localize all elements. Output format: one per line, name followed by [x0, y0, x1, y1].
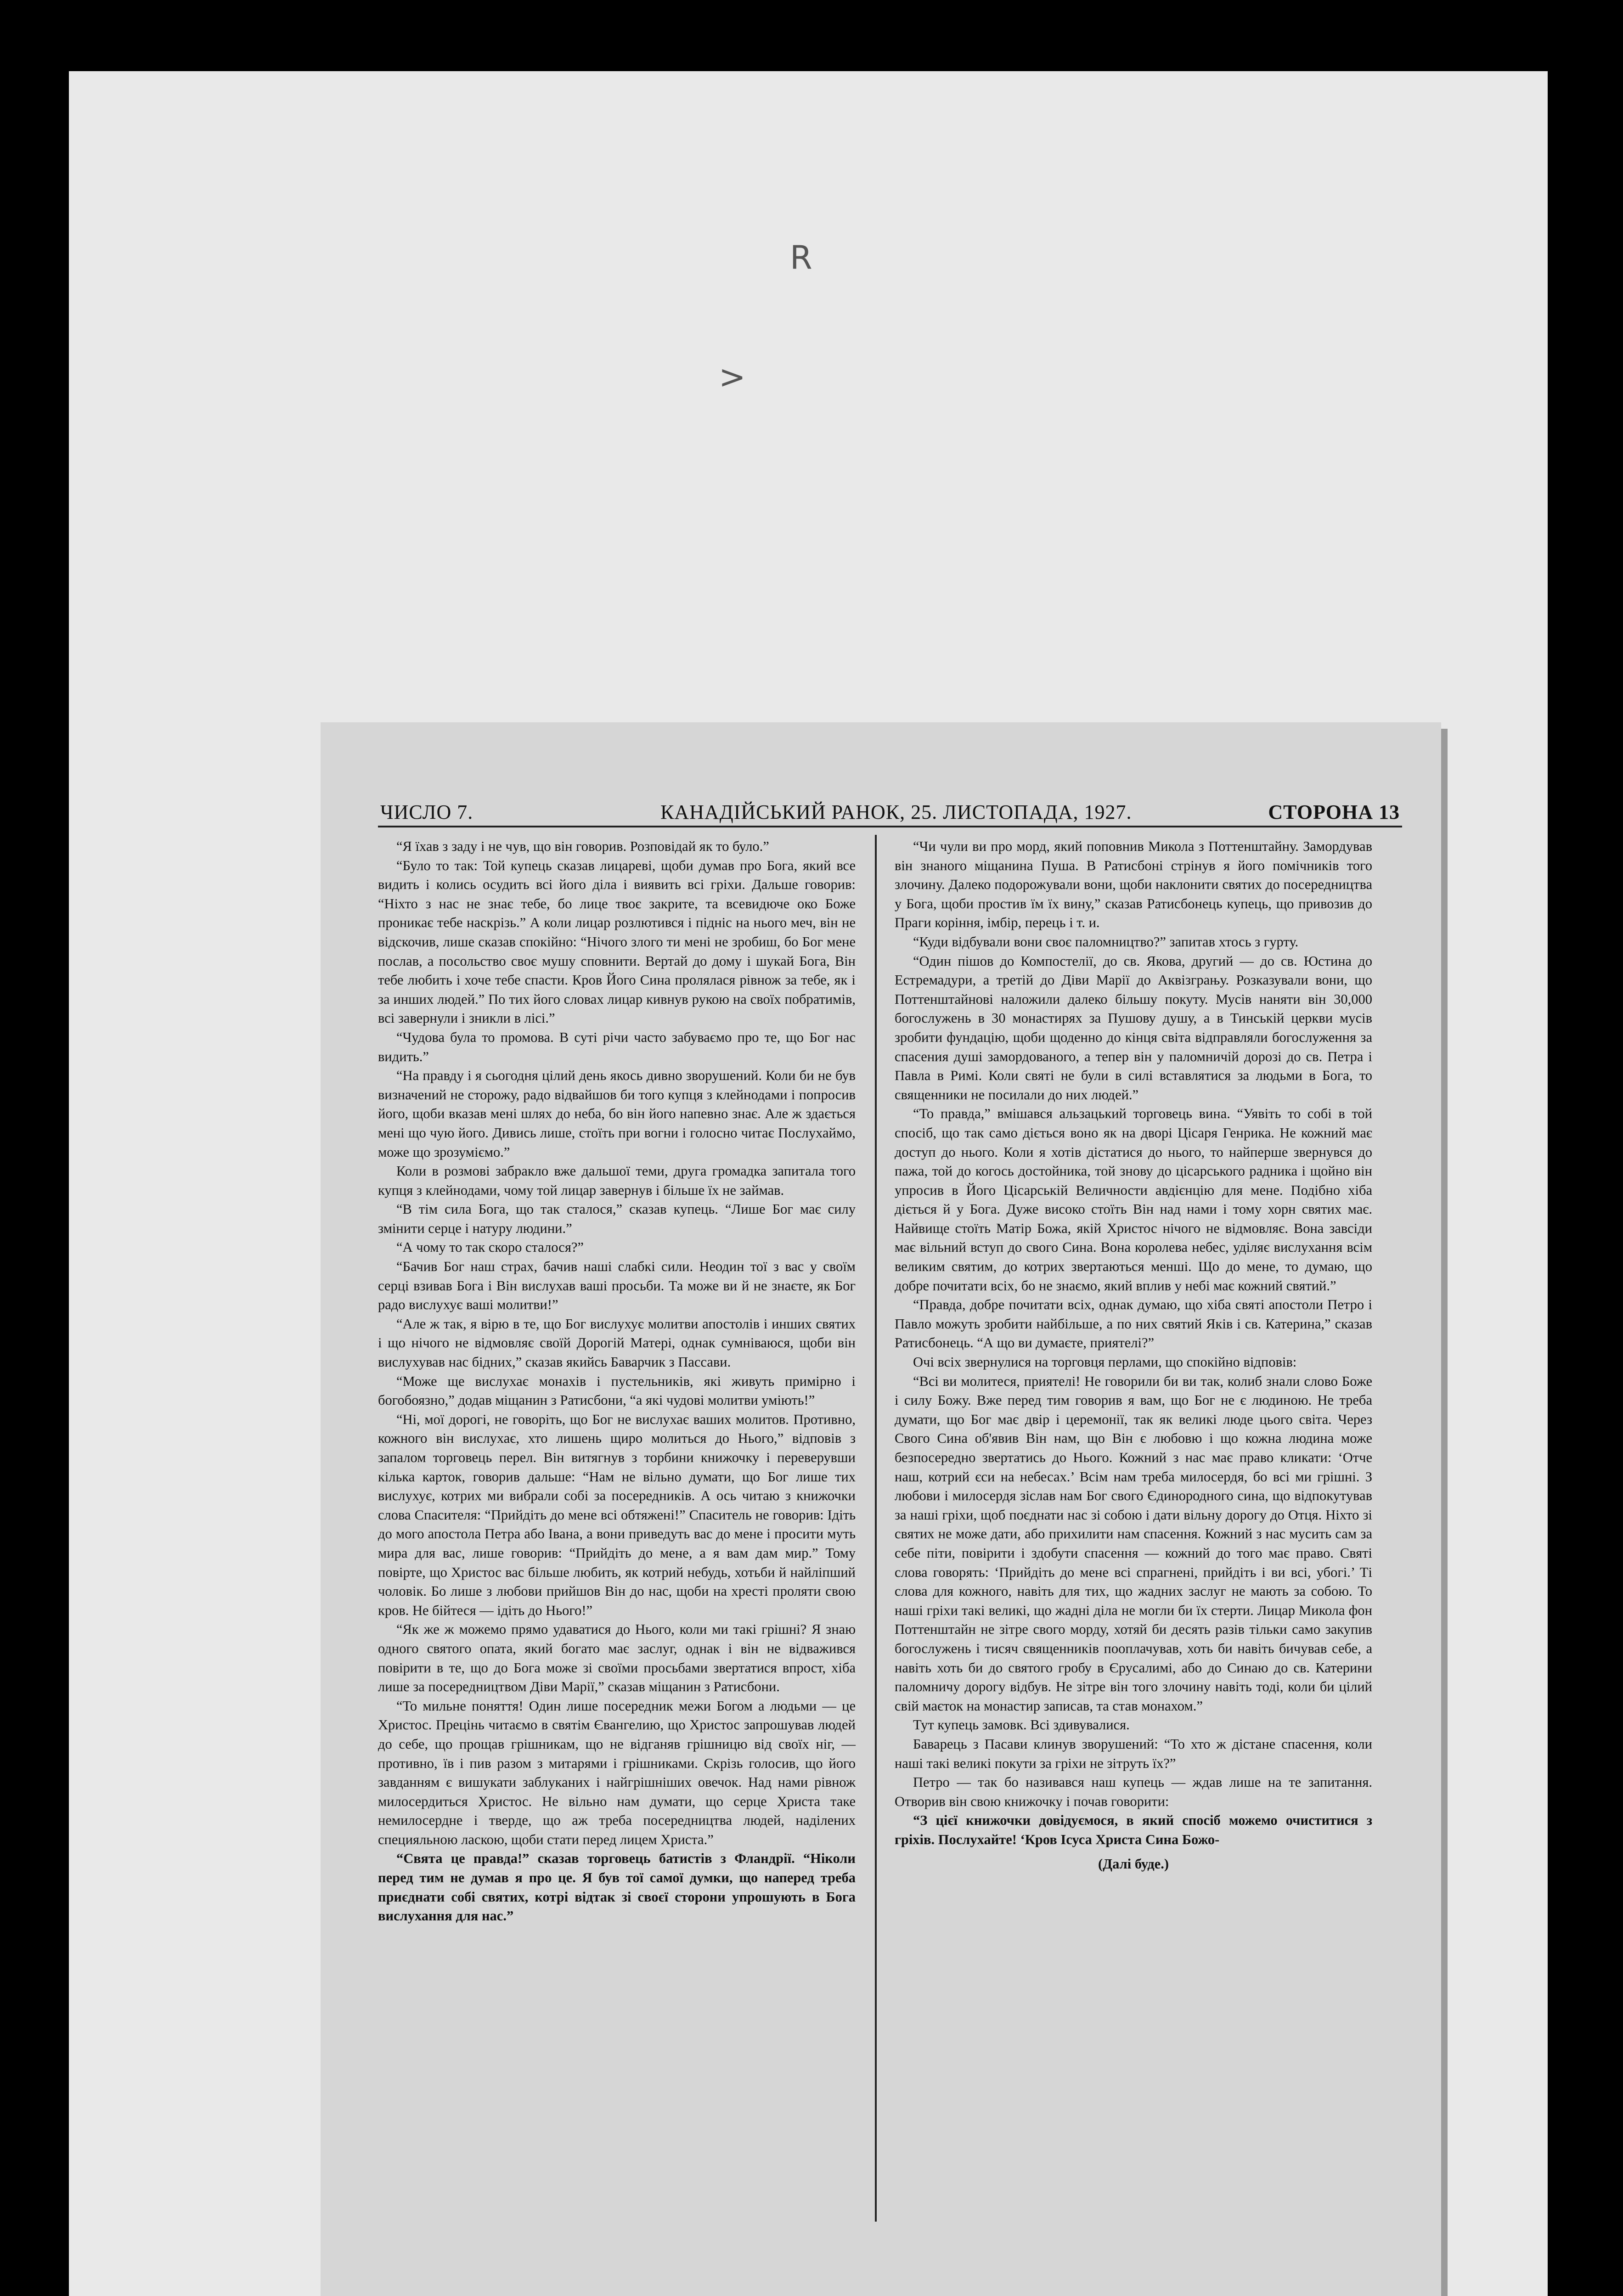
paragraph: Баварець з Пасави клинув зворушений: “То хто ж дістане спасення, коли наші такі великі покути за гріхи не зітруть їх?” [895, 1736, 1372, 1771]
page-header [380, 800, 1400, 828]
film-mark-gt: > [719, 358, 746, 396]
paragraph: “Як же ж можемо прямо удаватися до Нього, коли ми такі грішні? Я знаю одного святого опата, який богато має заслуг, однак і він не відважився повірити в те, що до Бога може зі своїми просьбами звертатися впрост, хіба лише за посередництвом Діви Марії,” сказав міщанин з Ратисбони. [378, 1621, 856, 1695]
paragraph: “Куди відбували вони своє паломництво?” запитав хтось з гурту. [913, 934, 1299, 950]
paragraph: Петро — так бо називався наш купець — ждав лише на те запитання. Отворив він свою книжочку і почав говорити: [895, 1774, 1372, 1809]
header-rule [378, 826, 1402, 827]
paragraph: “На правду і я сьогодня цілий день якось дивно зворушений. Коли би не був визначений не сторожу, радо відвайшов би того купця з клейнодами і попросив його, щоби вказав мені шлях до неба, бо він його напевно знає. Але ж здається мені що чую його. Дивись лише, стоїть при вогни і голосно читає Послухаймо, може що зрозуміємо.” [378, 1068, 856, 1160]
paragraph: “Бачив Бог наш страх, бачив наші слабкі сили. Неодин тої з вас у своїм серці взивав Бога і Він вислухав ваші просьби. Та може ви й не знаєте, як Бог радо вислухує ваші молитви!” [378, 1259, 856, 1313]
left-column [378, 837, 856, 1926]
paragraph: “Ні, мої дорогі, не говоріть, що Бог не вислухає ваших молитов. Противно, кожного він вислухає, хто лишень щиро молиться до Нього,” відповів з запалом торговець перел. Він витягнув з торбини книжочку і переверувши кілька карток, говорив дальше: “Нам не вільно думати, що Бог лише тих вислухує, котрих ми вибрали собі за посередників. А ось читаю з книжочки слова Спасителя: “Прийдіть до мене всі обтяжені!” Спаситель не говорив: Ідіть до мого апостола Петра або Івана, а вони приведуть вас до мене і просити муть мира для вас, лише говорив: “Прийдіть до мене, а я вам дам мир.” Тому повірте, що Христос вас більше любить, як котрий небудь, хотьби й найліпший чоловік. Бо лише з любови прийшов Він до нас, щоби на хресті проляти свою кров. Не бійтеся — ідіть до Нього!” [378, 1411, 856, 1618]
continued-note: (Далі буде.) [1098, 1856, 1169, 1872]
film-mark-r: R [790, 239, 812, 276]
paragraph: “Правда, добре почитати всіх, однак думаю, що хіба святі апостоли Петро і Павло можуть зробити найбільше, а по них святий Яків і св. Катерина,” сказав Ратисбонець. “А що ви думаєте, приятелі?” [895, 1297, 1372, 1351]
paragraph: “Я їхав з заду і не чув, що він говорив. Розповідай як то було.” [396, 838, 769, 854]
paragraph: Очі всіх звернулися на торговця перлами, що спокійно відповів: [913, 1354, 1297, 1370]
paragraph: “Чи чули ви про морд, який поповнив Микола з Поттенштайну. Замордував він знаного міщанина Пуша. В Ратисбоні стрінув я його помічників того злочину. Далеко подорожували вони, щоби наклонити святих до посередництва у Бога, щоби простив їм їх вину,” сказав Ратисбонець купець, що привозив до Праги коріння, імбір, перець і т. и. [895, 838, 1372, 931]
paragraph: “Було то так: Той купець сказав лицареві, щоби думав про Бога, який все видить і колись осудить всі його діла і виявить всі гріхи. Дальше говорив: “Ніхто з нас не знає тебе, бо лице твоє закрите, та всевидюче око Боже проникає тебе наскрізь.” А коли лицар розлютився і підніс на нього меч, він не відскочив, лише сказав спокійно: “Нічого злого ти мені не зробиш, бо Бог мене послав, а посольство своє мушу сповнити. Вертай до дому і шукай Бога, Він тебе любить і хоче тебе спасти. Кров Його Сина пролялася рівнож за тебе, як і за инших людей.” По тих його словах лицар кивнув рукою на своїх побратимів, всі завернули і зникли в лісі.” [378, 857, 856, 1026]
microfilm-frame [69, 71, 1548, 2296]
page-number: СТОРОНА 13 [1268, 801, 1400, 823]
issue-number: ЧИСЛО 7. [380, 801, 473, 823]
paragraph: “Чудова була то промова. В суті річи часто забуваємо про те, що Бог нас видить.” [378, 1029, 856, 1064]
paragraph: Коли в розмові забракло вже дальшої теми, друга громадка запитала того купця з клейнодами, чому той лицар завернув і більше їх не займав. [378, 1163, 856, 1198]
paragraph: “В тім сила Бога, що так сталося,” сказав купець. “Лише Бог має силу змінити серце і натуру людини.” [378, 1201, 856, 1236]
column-divider [875, 835, 877, 2222]
paragraph: “З цієї книжочки довідуємося, в який спосіб можемо очиститися з гріхів. Послухайте! ‘Кров Ісуса Христа Сина Божо- [895, 1812, 1372, 1847]
paragraph: “А чому то так скоро сталося?” [396, 1239, 584, 1255]
paragraph: “Може ще вислухає монахів і пустельників, які живуть примірно і богобоязно,” додав міщанин з Ратисбони, “а які чудові молитви уміють!” [378, 1373, 856, 1408]
paragraph: “Один пішов до Компостелії, до св. Якова, другий — до св. Юстина до Естремадури, а третій до Діви Марії до Аквізгрању. Розказували вони, що Поттенштайнові наложили далеко більшу покуту. Мусів наняти він 30,000 богослужень в 30 монастирях за Пушову душу, а в Тинській церкви мусів зробити фундацію, щоби щоденно до кінця світа відправляли богослуження за спасения душі замордованого, а тепер він у паломничій дорозі до св. Петра і Павла в Римі. Коли святі не були в силі вставлятися за людьми в Бога, то священники не посилали до них людей.” [895, 953, 1372, 1103]
newspaper-page [321, 722, 1441, 2296]
paragraph: “То мильне поняття! Один лише посередник межи Богом а людьми — це Христос. Прецінь читаємо в святім Євангелию, що Христос запрошував людей до себе, що прощав грішникам, що не відганяв грішницю від своїх ніг, — противно, їв і пив разом з митарями і грішниками. Скрізь голосив, що його завданням є вишукати заблуканих і найгрішніших овечок. Над нами рівнож милосердиться Христос. Не вільно нам думати, що серце Христа таке немилосердне і тверде, що аж треба посередництва людей, наділених специяльною ласкою, щоби стати перед лицем Христа.” [378, 1698, 856, 1847]
paragraph: “Всі ви молитеся, приятелі! Не говорили би ви так, колиб знали слово Боже і силу Божу. Вже перед тим говорив я вам, що Бог не є людиною. Не треба думати, що Бог має двір і церемонії, так як великі люде цього світа. Через Свого Сина об'явив Він нам, що Він є любовю і що кожна людина може безпосередно звертатись до Нього. Кожний з нас має право кликати: ‘Отче наш, котрий єси на небесах.’ Всім нам треба милосердя, бо всі ми грішні. З любови і милосердя зіслав нам Бог свого Єдинородного сина, що відпокутував за наші гріхи, щоб поєднати нас зі собою і дати вільну дорогу до Отця. Ніхто зі святих не може дати, або прихилити нам спасення. Кожний з нас мусить сам за себе піти, повірити і здобути спасення — кожний до того має право. Святі слова говорять: ‘Прийдіть до мене всі спрагнені, прийдіть і ви всі, убогі.’ Ті слова для кожного, навіть для тих, що жадних заслуг не мають за собою. То наші гріхи такі великі, що жадні діла не могли би їх стерти. Лицар Микола фон Поттенштайн не зітре свого морду, хотяй би десять разів тільки само закупив богослужень і тисяч священників пооплачував, хоть би навіть бичував себе, а навіть хоть би до святого гробу в Єрусалимі, або до Синаю до св. Катерини паломничу дорогу відбув. Не зітре він того злочину навіть тоді, коли би цілий свій маєток на монастир записав, та став монахом.” [895, 1373, 1372, 1714]
paragraph: Тут купець замовк. Всі здивувалися. [913, 1717, 1130, 1733]
right-column [895, 837, 1372, 1874]
paragraph: “Але ж так, я вірю в те, що Бог вислухує молитви апостолів і инших святих і що нічого не відмовляє своїй Дорогій Матері, однак сумніваюся, щоби він вислухував нас бідних,” сказав якийсь Баварчик з Пассави. [378, 1316, 856, 1370]
newspaper-title: КАНАДІЙСЬКИЙ РАНОК, 25. ЛИСТОПАДА, 1927. [660, 801, 1132, 823]
paragraph: “То правда,” вмішався альзацький торговець вина. “Уявіть то собі в той спосіб, що так само діється воно як на дворі Цісаря Генрика. Не кожний має доступ до нього. Коли я хотів дістатися до нього, то найперше звернувся до пажа, той до когось достойника, той знову до цісарського радника і щойно він упросив в Його Цісарській Величности авдієнцію для мене. Подібно хіба діється й у Бога. Дуже високо стоїть Він над нами і тому хорн святих має. Найвище стоїть Матір Божа, якій Христос нічого не відмовляє. Вона завсіди має вільний вступ до свого Сина. Вона королева небес, уділяє вислухання всім великим святим, до котрих звертаються менші. Що до мене, то думаю, що добре почитати всіх, бо не знаємо, який вплив у небі має кожний святий.” [895, 1106, 1372, 1294]
paragraph: “Свята це правда!” сказав торговець батистів з Фландрії. “Ніколи перед тим не думав я про це. Я був тої самої думки, що наперед треба приєднати собі святих, котрі відтак зі своєї сторони упрошують в Бога вислухання для нас.” [378, 1851, 856, 1924]
